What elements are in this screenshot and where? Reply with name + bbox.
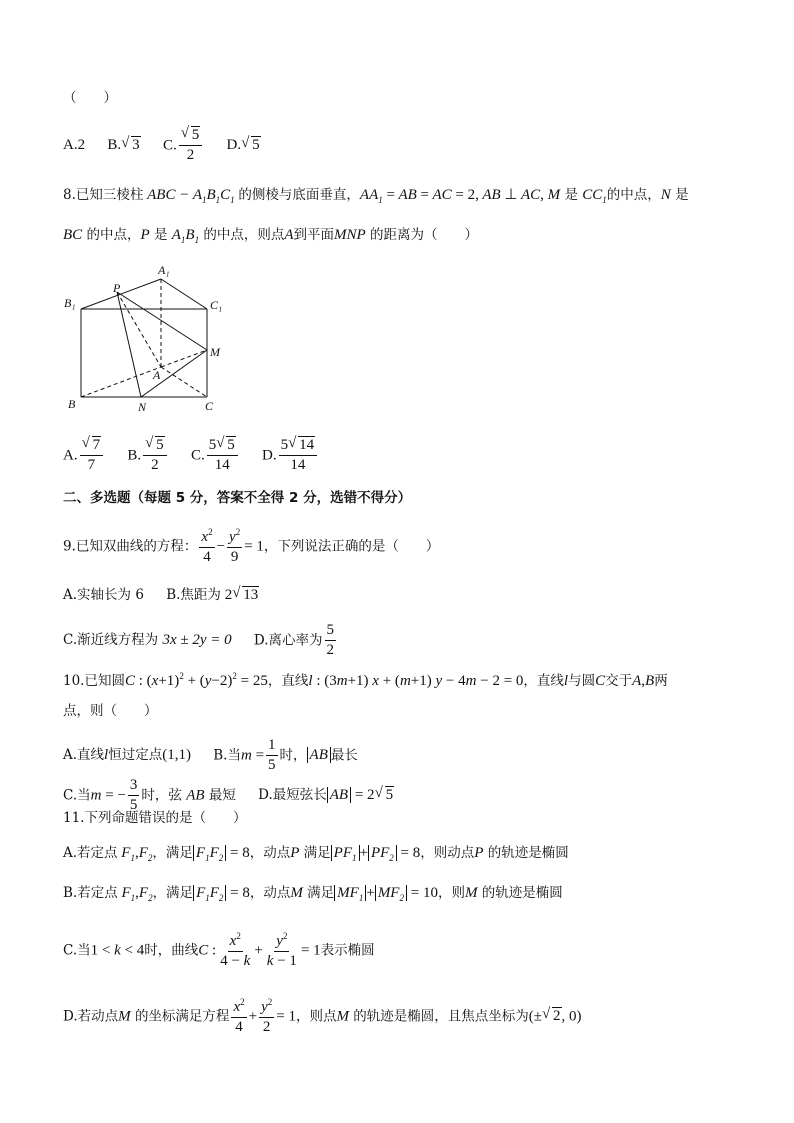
q11-option-d: D.若动点M 的坐标满足方程 $\frac{x^2}{4}$ + $\frac{y^2}{2}$ = 1，则点M 的轨迹是椭圆，且焦点坐标为(±√ 2, 0) bbox=[63, 998, 582, 1036]
q11-stem: 11.下列命题错误的是（ ） bbox=[63, 810, 247, 826]
label-C: C bbox=[205, 399, 214, 413]
q10-options-row2 bbox=[63, 778, 412, 814]
q9-options-row2 bbox=[63, 623, 356, 659]
q7-option-b: B.√ 3 bbox=[107, 138, 140, 153]
q10-stem-line1: 10.已知圆C : $(x+1)^2 + (y-2)^2 = 25$，直线l : (3m+1) x + (m+1) y − 4m − 2 = 0，直线l与圆C交于A,B两 bbox=[63, 671, 668, 689]
q8-stem-line2: BC 的中点，P 是 $A_1B_1$ 的中点，则点A到平面MNP 的距离为（ ） bbox=[63, 227, 479, 245]
q7-option-a: A.2 bbox=[63, 137, 86, 154]
q10-option-c: C.当m = − $\frac{3}{5}$ 时，弦 AB 最短 bbox=[63, 777, 236, 813]
q7-option-d: D.√ 5 bbox=[227, 138, 261, 153]
q7-option-c: C. √ $\frac{5}{2}$ bbox=[163, 128, 204, 164]
q7-blank: （ ） bbox=[63, 90, 117, 106]
q8-option-a: A. √ $\frac{7}{7}$ bbox=[63, 438, 105, 474]
q8-prism-figure bbox=[60, 262, 230, 417]
q9-option-a: A.实轴长为 6 bbox=[63, 587, 144, 603]
q10-option-b: B.当m = $\frac{1}{5}$ 时， AB 最长 bbox=[213, 737, 358, 773]
q8-stem-line1: 8.已知三棱柱 ABC − $A_1B_1C_1$ 的侧棱与底面垂直，$AA_1$ = AB = AC = 2, AB ⊥ AC, M 是 $CC_1$的中点，N 是 bbox=[63, 187, 689, 205]
q9-option-b: B.焦距为 2√ 13 bbox=[166, 588, 259, 603]
label-N: N bbox=[138, 400, 147, 414]
q8-option-d: D. $\frac{5√ 14}{14}$ bbox=[262, 438, 319, 474]
section-title: 二、多选题（每题 5 分，答案不全得 2 分，选错不得分） bbox=[63, 490, 412, 506]
label-B1: B₁ bbox=[64, 296, 76, 310]
q11-option-a: A.若定点 $F_1,F_2$，满足 $F_1F_2 = 8$，动点P 满足 $PF_1 + PF_2 = 8$，则动点P 的轨迹是椭圆 bbox=[63, 845, 569, 863]
label-A: A bbox=[153, 368, 161, 382]
q9-option-c: C.渐近线方程为 3x ± 2y = 0 bbox=[63, 632, 232, 649]
q10-options-row1 bbox=[63, 738, 376, 774]
q11-option-b: B.若定点 $F_1,F_2$，满足 $F_1F_2 = 8$，动点M 满足 $MF_1 + MF_2 = 10$，则M 的轨迹是椭圆 bbox=[63, 885, 563, 903]
q10-option-d: D.最短弦长 AB = 2√ 5 bbox=[258, 788, 394, 803]
q9-stem: 9.已知双曲线的方程： $\frac{x^2}{4}$ − $\frac{y^2}{9}$ = 1，下列说法正确的是（ ） bbox=[63, 527, 440, 565]
label-C1: C₁ bbox=[210, 298, 223, 312]
q10-option-a: A.直线l恒过定点(1,1) bbox=[63, 747, 191, 764]
q8-option-c: C. $\frac{5√ 5}{14}$ bbox=[191, 438, 240, 474]
q9-option-d: D.离心率为 $\frac{5}{2}$ bbox=[253, 622, 335, 658]
q7-options bbox=[63, 128, 279, 164]
label-B: B bbox=[68, 397, 76, 411]
q11-option-c: C.当1 < k < 4时，曲线C : $\frac{x^2}{4 - k}$ + $\frac{y^2}{k - 1}$ = 1表示椭圆 bbox=[63, 931, 375, 969]
q8-options bbox=[63, 438, 337, 474]
label-M: M bbox=[210, 345, 220, 359]
label-A1: A₁ bbox=[158, 263, 170, 277]
label-P: P bbox=[113, 281, 121, 295]
q10-stem-line2: 点，则（ ） bbox=[63, 703, 158, 719]
q9-options-row1 bbox=[63, 588, 277, 603]
q8-option-b: B. √ $\frac{5}{2}$ bbox=[127, 438, 168, 474]
